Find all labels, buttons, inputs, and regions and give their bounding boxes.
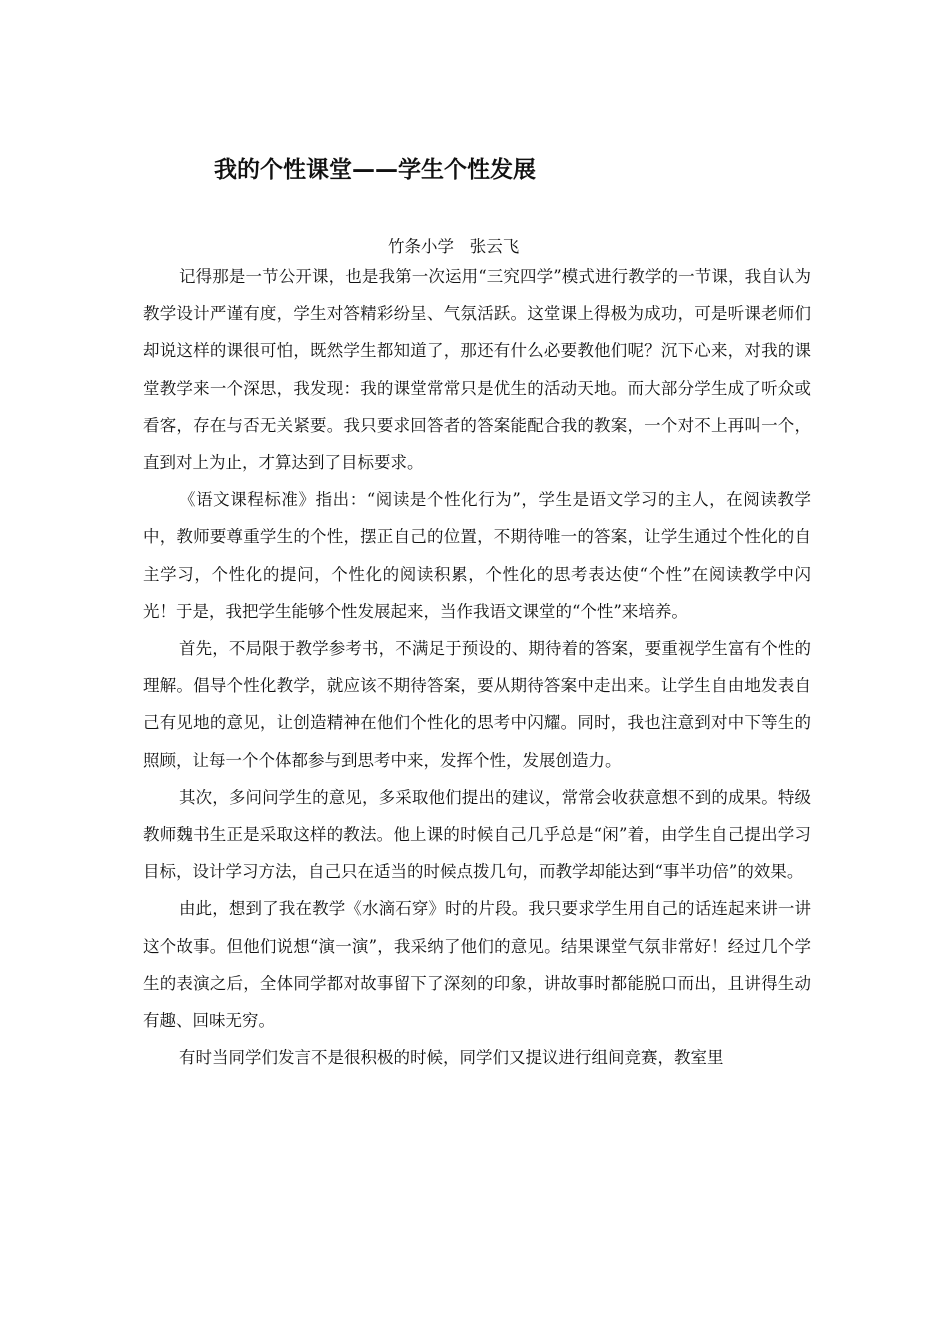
document-body — [143, 258, 811, 1076]
document-title: 我的个性课堂——学生个性发展 — [214, 157, 536, 183]
paragraph: 首先，不局限于教学参考书，不满足于预设的、期待着的答案，要重视学生富有个性的理解。倡导个性化教学，就应该不期待答案，要从期待答案中走出来。让学生自由地发表自己有见地的意见，让创造精神在他们个性化的思考中闪耀。同时，我也注意到对中下等生的照顾，让每一个个体都参与到思考中来，发挥个性，发展创造力。 — [143, 639, 811, 770]
author-line: 竹条小学 张云飞 — [388, 237, 520, 256]
paragraph: 记得那是一节公开课，也是我第一次运用“三究四学”模式进行教学的一节课，我自认为教学设计严谨有度，学生对答精彩纷呈、气氛活跃。这堂课上得极为成功，可是听课老师们却说这样的课很可怕，既然学生都知道了，那还有什么必要教他们呢？沉下心来，对我的课堂教学来一个深思，我发现：我的课堂常常只是优生的活动天地。而大部分学生成了听众或看客，存在与否无关紧要。我只要求回答者的答案能配合我的教案，一个对不上再叫一个，直到对上为止，才算达到了目标要求。 — [143, 267, 811, 473]
paragraph: 由此，想到了我在教学《水滴石穿》时的片段。我只要求学生用自己的话连起来讲一讲这个故事。但他们说想“演一演”，我采纳了他们的意见。结果课堂气氛非常好！经过几个学生的表演之后，全体同学都对故事留下了深刻的印象，讲故事时都能脱口而出，且讲得生动有趣、回味无穷。 — [143, 899, 811, 1031]
paragraph: 其次，多问问学生的意见，多采取他们提出的建议，常常会收获意想不到的成果。特级教师魏书生正是采取这样的教法。他上课的时候自己几乎总是“闲”着，由学生自己提出学习目标，设计学习方法，自己只在适当的时候点拨几句，而教学却能达到“事半功倍”的效果。 — [143, 787, 811, 882]
paragraph: 《语文课程标准》指出：“阅读是个性化行为”，学生是语文学习的主人，在阅读教学中，教师要尊重学生的个性，摆正自己的位置，不期待唯一的答案，让学生通过个性化的自主学习，个性化的提问，个性化的阅读积累，个性化的思考表达使“个性”在阅读教学中闪光！于是，我把学生能够个性发展起来，当作我语文课堂的“个性”来培养。 — [143, 490, 811, 621]
paragraph: 有时当同学们发言不是很积极的时候，同学们又提议进行组间竞赛，教室里 — [179, 1048, 724, 1068]
